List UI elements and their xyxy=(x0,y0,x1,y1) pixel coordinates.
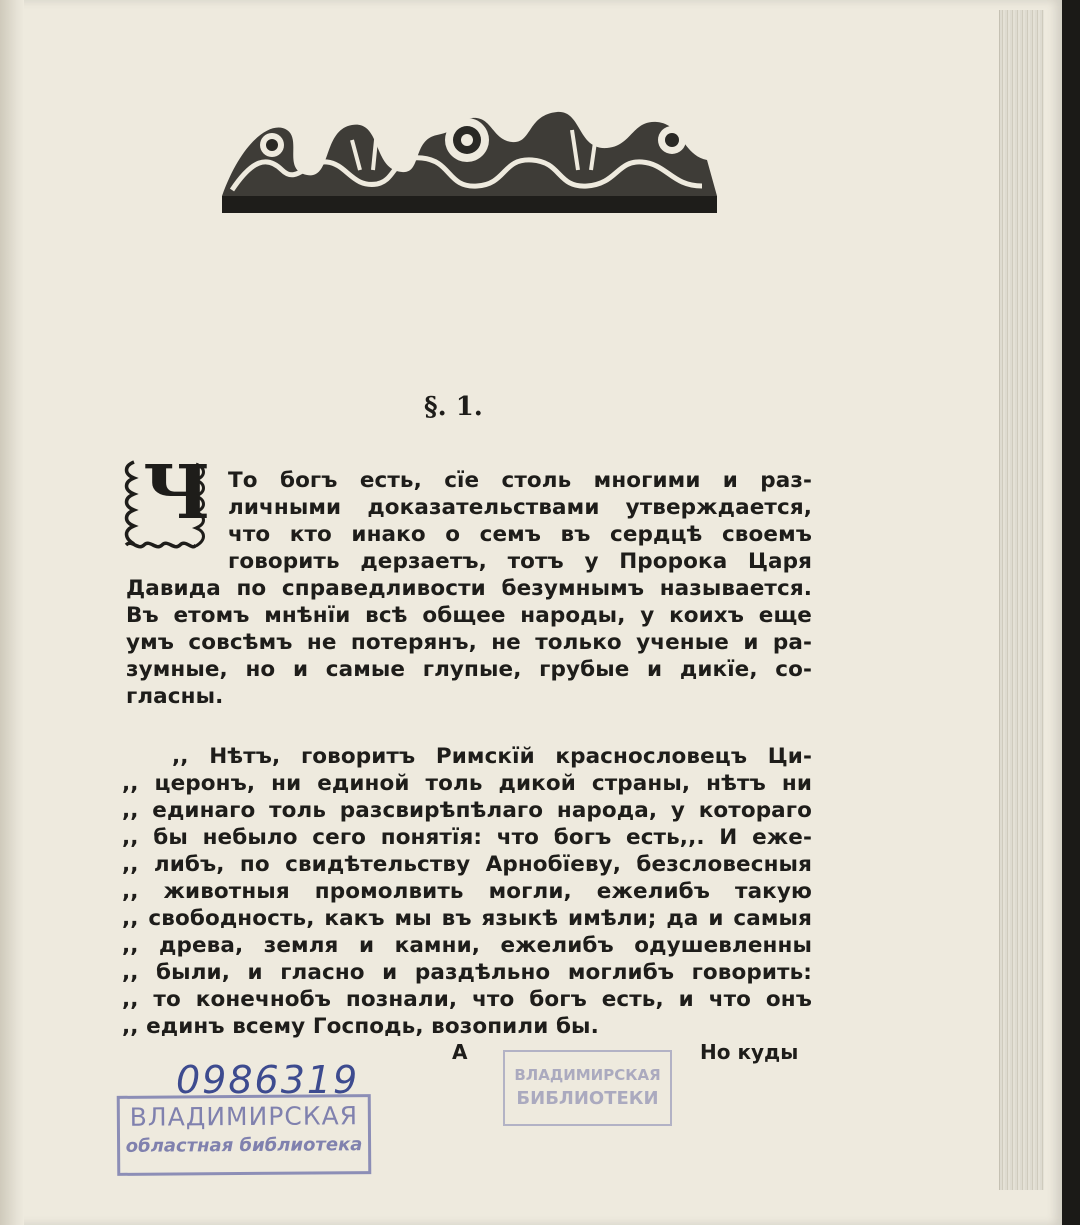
text-line: зумные, но и самые глупые, грубые и дикїе, со- xyxy=(126,657,812,682)
page-gutter xyxy=(0,0,24,1225)
quote-line: ,, единаго толь разсвирѣпѣлаго народа, у котораго xyxy=(122,798,812,823)
section-number: §. 1. xyxy=(424,392,483,422)
quote-line: ,, бы небыло сего понятїя: что богъ есть,,. И еже- xyxy=(122,825,812,850)
library-stamp-line1: ВЛАДИМИРСКАЯ xyxy=(129,1101,359,1132)
catchword: Но куды xyxy=(700,1040,799,1064)
dropcap-ornament-left xyxy=(122,460,140,546)
quote-line: ,, животныя промолвить могли, ежелибъ такую xyxy=(122,879,812,904)
library-stamp xyxy=(117,1094,372,1176)
text-line: говорить дерзаетъ, тотъ у Пророка Царя xyxy=(228,549,812,574)
dropcap-ornament-bottom xyxy=(124,538,198,552)
quote-line: ,, либъ, по свидѣтельству Арнобїеву, безсловесныя xyxy=(122,852,812,877)
quote-line: ,, то конечнобъ познали, что богъ есть, и что онъ xyxy=(122,987,812,1012)
inventory-number: 0986319 xyxy=(176,1058,360,1102)
text-line: умъ совсѣмъ не потерянъ, не только ученые и ра- xyxy=(126,630,812,655)
faded-stamp-line2: БИБЛИОТЕКИ xyxy=(516,1088,659,1109)
quote-line: ,, свободность, какъ мы въ языкѣ имѣли; да и самыя xyxy=(122,906,812,931)
faded-library-stamp xyxy=(503,1050,672,1126)
quote-line: ,, единъ всему Господь, возопили бы. xyxy=(122,1014,599,1039)
page-edges xyxy=(999,10,1044,1190)
library-stamp-line2: областная библиотека xyxy=(125,1134,363,1157)
quote-line: ,, Нѣтъ, говоритъ Римскїй краснословецъ Ци- xyxy=(172,744,812,769)
text-line: что кто инако о семъ въ сердцѣ своемъ xyxy=(228,522,812,547)
quote-line: ,, цeронъ, ни единой толь дикой страны, нѣтъ ни xyxy=(122,771,812,796)
faded-stamp-line1: ВЛАДИМИРСКАЯ xyxy=(514,1066,661,1084)
quote-line: ,, были, и гласно и раздѣльно моглибъ говорить: xyxy=(122,960,812,985)
text-line: личными доказательствами утверждается, xyxy=(228,495,812,520)
quote-line: ,, древа, земля и камни, ежелибъ одушевленны xyxy=(122,933,812,958)
drop-cap: Ч xyxy=(143,450,211,536)
headpiece-ornament xyxy=(212,100,722,218)
signature-mark: А xyxy=(452,1040,468,1064)
text-line: То богъ есть, сїе столь многими и раз- xyxy=(228,468,812,493)
text-line: Давида по справедливости безумнымъ называется. xyxy=(126,576,812,601)
text-line: гласны. xyxy=(126,684,224,709)
text-line: Въ етомъ мнѣнїи всѣ общеe народы, у коихъ еще xyxy=(126,603,812,628)
